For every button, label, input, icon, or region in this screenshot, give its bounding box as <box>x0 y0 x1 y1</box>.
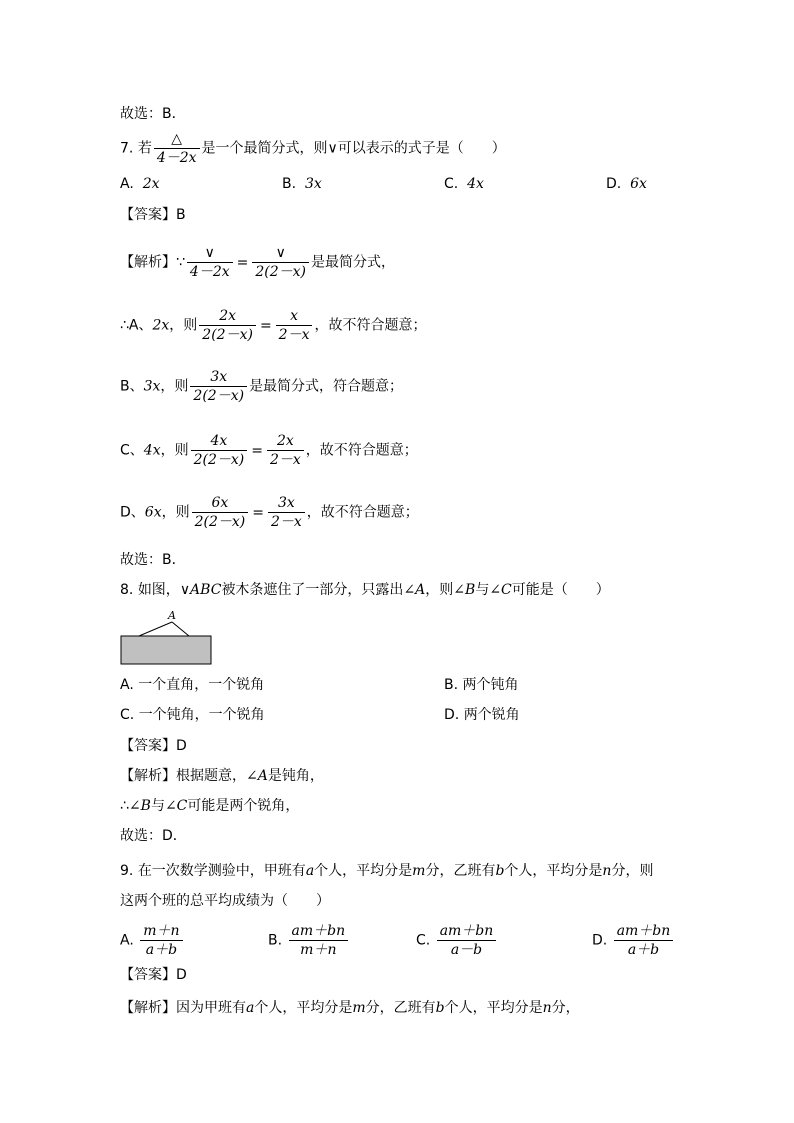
q9-option-d <box>592 922 675 959</box>
q7-frac-den: 4－2x <box>156 150 197 166</box>
q7-analysis-line-b <box>120 368 403 405</box>
answer-tag: 【答案】 <box>120 738 176 754</box>
stem-part: 与 <box>475 582 490 598</box>
q7-option-d <box>606 175 647 193</box>
therefore-symbol: ∴ <box>120 798 129 814</box>
answer-value: D <box>176 967 187 983</box>
line-prefix: ∴A、 <box>120 317 153 334</box>
frac-den: m＋n <box>300 942 337 958</box>
option-value: 6x <box>630 176 647 192</box>
line-then: ，则 <box>160 378 189 395</box>
q9-number: 9. <box>120 863 134 879</box>
frac-num: am＋bn <box>614 922 674 941</box>
frac-num: 3x <box>268 494 305 513</box>
q8-option-a <box>120 676 264 694</box>
option-letter: D. <box>606 176 622 192</box>
line-prefix: C、 <box>120 442 144 459</box>
fraction <box>268 494 305 531</box>
var-a: a <box>246 1000 255 1016</box>
q7-fraction <box>154 130 200 167</box>
q7-symbol: ∨ <box>327 140 338 157</box>
option-letter: D. <box>592 932 608 949</box>
fraction <box>289 922 349 959</box>
frac-den: a＋b <box>627 942 660 958</box>
fraction <box>192 494 249 531</box>
q9-option-a <box>120 922 185 959</box>
frac-num: 3x <box>190 368 247 387</box>
frac-num: am＋bn <box>437 922 497 941</box>
q9-stem-line-2: 这两个班的总平均成绩为（ ） <box>120 893 330 909</box>
option-letter: C. <box>444 176 459 192</box>
line-then: ，则 <box>169 317 198 334</box>
option-text: 一个钝角，一个锐角 <box>138 707 265 723</box>
q7-stem-mid: 是一个最简分式，则 <box>201 140 328 157</box>
q7-stem <box>120 130 506 167</box>
q6-conclusion: 故选：B． <box>120 106 186 122</box>
frac-den: 4－2x <box>189 264 230 280</box>
q8-option-d <box>444 706 520 724</box>
frac-den: 2(2－x) <box>193 452 245 468</box>
angle-a: ∠A <box>246 768 268 784</box>
frac-num: m＋n <box>140 922 182 941</box>
frac-den: 2(2－x) <box>194 514 246 530</box>
q8-stem <box>120 581 610 599</box>
option-text: 两个锐角 <box>463 707 520 723</box>
fraction <box>614 922 674 959</box>
stem-part: ，则 <box>425 582 454 598</box>
var-a: a <box>305 863 315 879</box>
q7-analysis-line-c <box>120 432 418 469</box>
angle-c: ∠C <box>164 798 188 814</box>
frac-num: x <box>276 307 313 326</box>
triangle-side-ab <box>139 622 172 636</box>
analysis-part: 分，乙班有 <box>365 1000 436 1016</box>
line-tail: 是最简分式，符合题意； <box>249 378 404 395</box>
frac-den: 2－x <box>269 452 301 468</box>
q7-conclusion: 故选：B． <box>120 552 186 568</box>
frac-num: 6x <box>192 494 249 513</box>
analysis-end: 是最简分式， <box>311 254 396 271</box>
fraction <box>276 307 313 344</box>
stem-part: 可能是（ ） <box>511 582 610 598</box>
q8-answer <box>120 737 187 755</box>
q9-stem-line-1 <box>120 862 653 880</box>
equals: = <box>252 504 264 521</box>
fraction <box>267 432 304 469</box>
stem-part: 如图， <box>137 582 180 598</box>
analysis-part: 与 <box>150 798 165 814</box>
because-symbol: ∵ <box>176 254 185 271</box>
q9-answer <box>120 966 187 984</box>
angle-c: ∠C <box>489 582 512 598</box>
option-value: 2x <box>142 176 160 192</box>
analysis-tag: 【解析】 <box>120 254 176 271</box>
stem-part: 分，乙班有 <box>425 863 496 879</box>
q7-analysis-line-a <box>120 307 426 344</box>
option-text: 两个钝角 <box>462 677 519 693</box>
stem-part: 个人，平均分是 <box>504 863 603 879</box>
option-letter: C. <box>120 707 135 723</box>
analysis-tag: 【解析】 <box>120 768 176 784</box>
q7-analysis-line-d <box>120 494 419 531</box>
fraction <box>437 922 497 959</box>
analysis-part: 是钝角， <box>267 768 324 784</box>
frac-num: ∨ <box>187 244 233 263</box>
line-prefix: D、 <box>120 504 145 521</box>
q9-option-c <box>416 922 498 959</box>
equals: = <box>259 317 272 334</box>
option-letter: D. <box>444 707 460 723</box>
analysis-tag: 【解析】 <box>120 1000 176 1016</box>
frac-den: 2(2－x) <box>202 327 253 343</box>
stem-part: 被木条遮住了一部分，只露出 <box>221 582 404 598</box>
option-letter: B. <box>282 176 297 192</box>
option-value: 4x <box>467 176 484 192</box>
q8-figure <box>120 608 215 668</box>
option-letter: C. <box>416 932 431 949</box>
q7-option-c <box>444 175 484 193</box>
var-n: n <box>542 1000 552 1016</box>
var-n: n <box>602 863 612 879</box>
option-text: 一个直角，一个锐角 <box>138 677 265 693</box>
frac-num: 2x <box>267 432 304 451</box>
frac-num: 2x <box>199 307 256 326</box>
triangle-symbol: ∨ABC <box>179 582 222 598</box>
angle-b: ∠B <box>453 582 476 598</box>
q7-answer <box>120 206 186 224</box>
line-expr: 2x <box>152 317 170 334</box>
frac-num: 4x <box>191 432 248 451</box>
answer-value: D <box>176 738 187 754</box>
option-letter: B. <box>268 932 283 949</box>
triangle-side-ac <box>172 622 189 636</box>
q9-option-b <box>268 922 350 959</box>
q7-stem-end: 可以表示的式子是（ ） <box>337 140 506 157</box>
frac-den: 2(2－x) <box>193 388 245 404</box>
var-b: b <box>435 1000 445 1016</box>
line-expr: 6x <box>144 504 162 521</box>
equals: = <box>236 254 249 271</box>
equals: = <box>251 442 263 459</box>
var-m: m <box>352 1000 366 1016</box>
frac-den: 2－x <box>278 327 310 343</box>
line-expr: 3x <box>143 378 161 395</box>
q7-analysis <box>120 244 395 281</box>
q7-number: 7. <box>120 140 134 157</box>
answer-tag: 【答案】 <box>120 967 176 983</box>
option-letter: A. <box>120 932 134 949</box>
line-tail: ，故不符合题意； <box>305 442 418 459</box>
analysis-part: 个人，平均分是 <box>444 1000 543 1016</box>
analysis-part: 个人，平均分是 <box>254 1000 353 1016</box>
q8-number: 8. <box>120 582 134 598</box>
var-b: b <box>495 863 505 879</box>
q7-option-b <box>282 175 322 193</box>
angle-b: ∠B <box>128 798 151 814</box>
analysis-part: 可能是两个锐角， <box>187 798 300 814</box>
stem-part: 在一次数学测验中，甲班有 <box>137 863 306 879</box>
q8-analysis-2 <box>120 797 299 815</box>
q7-stem-if: 若 <box>137 140 152 157</box>
stem-part: 分，则 <box>611 863 654 879</box>
frac-den: a－b <box>450 942 483 958</box>
frac-den: 2(2－x) <box>255 264 307 280</box>
line-tail: ，故不符合题意； <box>306 504 419 521</box>
wooden-board <box>121 636 211 664</box>
frac-den: 2－x <box>270 514 302 530</box>
fraction <box>140 922 182 959</box>
line-then: ，则 <box>160 442 189 459</box>
option-value: 3x <box>304 176 322 192</box>
stem-part: 个人，平均分是 <box>314 863 413 879</box>
fraction <box>252 244 309 281</box>
q8-option-c <box>120 706 265 724</box>
line-expr: 4x <box>143 442 161 459</box>
frac-den: a＋b <box>145 942 178 958</box>
q7-option-a <box>120 175 160 193</box>
angle-a: ∠A <box>403 582 426 598</box>
q8-option-b <box>444 676 519 694</box>
answer-value: B <box>176 207 186 223</box>
option-letter: A. <box>120 677 134 693</box>
vertex-label-a: A <box>168 609 176 622</box>
q8-conclusion: 故选：D． <box>120 828 187 844</box>
q8-analysis-1 <box>120 767 324 785</box>
line-tail: ，故不符合题意； <box>314 317 427 334</box>
fraction <box>199 307 256 344</box>
fraction <box>190 368 247 405</box>
frac-num: am＋bn <box>289 922 349 941</box>
q9-analysis <box>120 999 580 1017</box>
option-letter: B. <box>444 677 459 693</box>
frac-num: ∨ <box>252 244 309 263</box>
line-prefix: B、 <box>120 378 144 395</box>
analysis-part: 根据题意， <box>176 768 246 784</box>
var-m: m <box>412 863 426 879</box>
option-letter: A. <box>120 176 134 192</box>
q7-frac-num: △ <box>154 130 200 149</box>
fraction <box>191 432 248 469</box>
analysis-part: 分， <box>551 1000 580 1016</box>
fraction <box>187 244 233 281</box>
answer-tag: 【答案】 <box>120 207 176 223</box>
analysis-part: 因为甲班有 <box>176 1000 246 1016</box>
line-then: ，则 <box>161 504 190 521</box>
